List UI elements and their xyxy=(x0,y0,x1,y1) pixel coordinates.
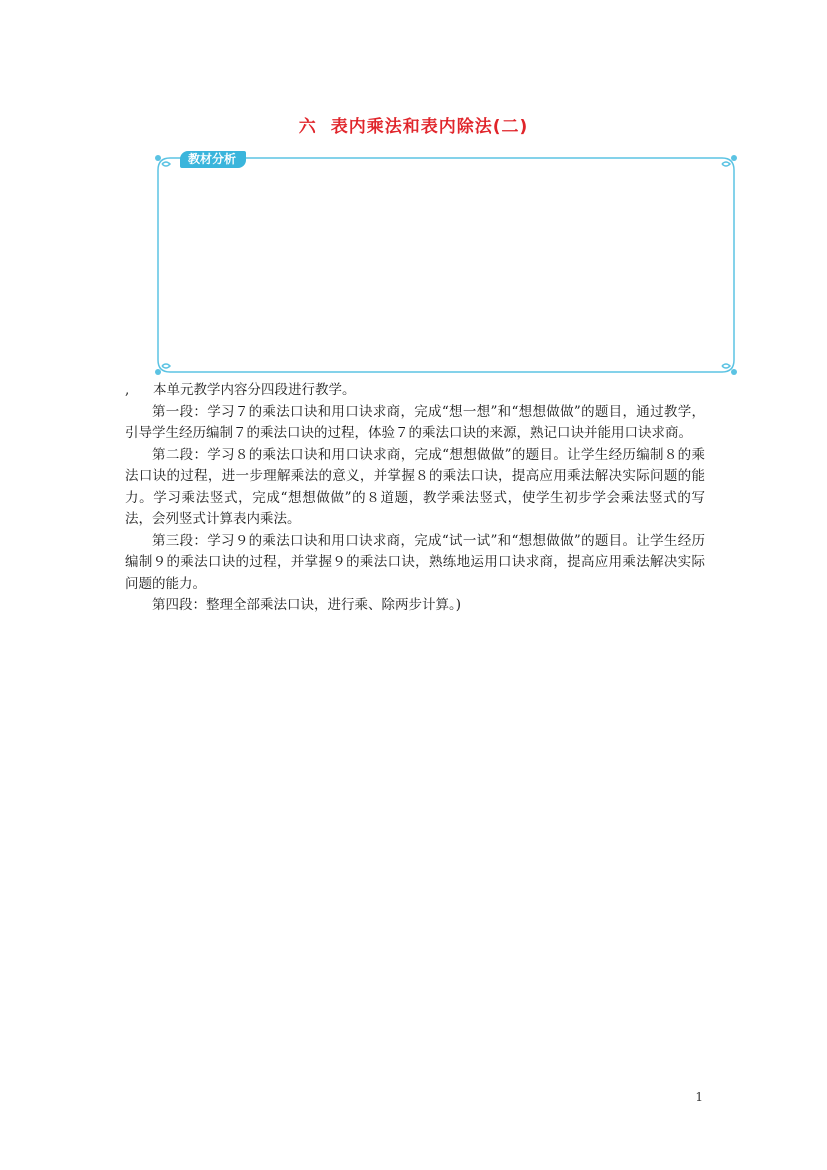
chapter-title: 表内乘法和表内除法(二) xyxy=(330,117,529,137)
paragraph-stage-1: 第一段：学习７的乘法口诀和用口诀求商，完成“想一想”和“想想做做”的题目，通过教学，引导学生经历编制７的乘法口诀的过程，体验７的乘法口诀的来源，熟记口诀并能用口诀求商。 xyxy=(125,403,705,441)
intro-mark: , xyxy=(125,382,130,398)
page-title xyxy=(0,112,827,137)
page-number: 1 xyxy=(695,1090,703,1104)
body-text xyxy=(125,380,705,617)
decorative-frame xyxy=(150,150,742,380)
paragraph-stage-4: 第四段：整理全部乘法口诀，进行乘、除两步计算。) xyxy=(152,597,462,613)
chapter-number: 六 xyxy=(298,117,317,137)
intro-paragraph xyxy=(125,380,705,402)
section-tag: 教材分析 xyxy=(180,151,246,168)
intro-text: 本单元教学内容分四段进行教学。 xyxy=(153,382,356,398)
paragraph-stage-2: 第二段：学习８的乘法口诀和用口诀求商，完成“想想做做”的题目。让学生经历编制８的乘法口诀的过程，进一步理解乘法的意义，并掌握８的乘法口诀，提高应用乘法解决实际问题的能力。学习乘法竖式，完成“想想做做”的８道题，教学乘法竖式，使学生初步学会乘法竖式的写法，会列竖式计算表内乘法。 xyxy=(125,446,705,527)
paragraph-stage-3: 第三段：学习９的乘法口诀和用口诀求商，完成“试一试”和“想想做做”的题目。让学生经历编制９的乘法口诀的过程，并掌握９的乘法口诀，熟练地运用口诀求商，提高应用乘法解决实际问题的能力。 xyxy=(125,532,705,592)
